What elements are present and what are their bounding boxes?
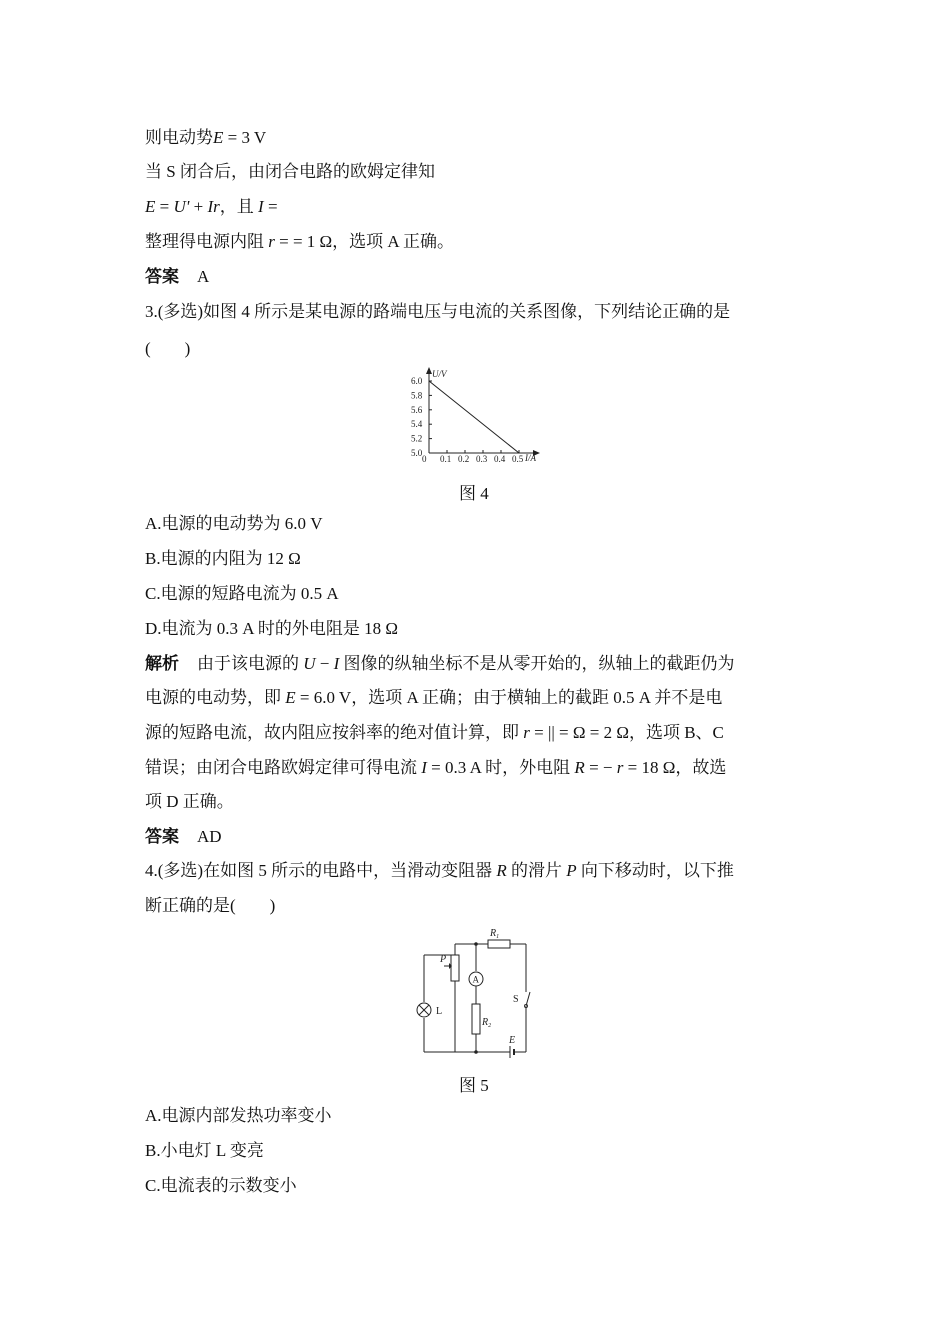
- q3-paren: ( ): [145, 339, 191, 358]
- q4-stem-line-1: 4.(多选)在如图 5 所示的电路中，当滑动变阻器 R 的滑片 P 向下移动时，以下推: [145, 861, 734, 880]
- q3-analysis-line-2: 电源的电动势，即 E = 6.0 V，选项 A 正确；由于横轴上的截距 0.5 A 并不是电: [145, 688, 723, 707]
- x-tick-label: 0.5: [512, 454, 524, 464]
- svg-text:A: A: [472, 974, 479, 985]
- y-tick-label: 5.0: [411, 448, 423, 458]
- q4-option-a: A.电源内部发热功率变小: [145, 1106, 332, 1125]
- q3-analysis-line-4: 错误；由闭合电路欧姆定律可得电流 I = 0.3 A 时，外电阻 R = − r = 18 Ω，故选: [145, 758, 727, 777]
- q4-option-b: B.小电灯 L 变亮: [145, 1141, 264, 1160]
- solution-line-3: E = U' + Ir，且 I =: [145, 197, 278, 216]
- q3-answer-line: [145, 826, 222, 848]
- svg-text:R2: $R_2$: [482, 1017, 492, 1029]
- answer-line-prev: [145, 266, 209, 288]
- figure-5-caption: 图 5: [459, 1076, 489, 1095]
- x-tick-label: 0.2: [458, 454, 470, 464]
- q4-option-c: C.电流表的示数变小: [145, 1176, 297, 1195]
- y-tick-label: 6.0: [411, 376, 423, 386]
- analysis-label: 解析: [145, 654, 179, 673]
- y-tick-label: 5.2: [411, 433, 423, 444]
- q3-option-c: C.电源的短路电流为 0.5 A: [145, 584, 339, 603]
- svg-text:P: P: [440, 954, 447, 965]
- x-ticks: [440, 450, 524, 464]
- x-axis-label: I/A: [525, 453, 536, 463]
- q3-stem: 3.(多选)如图 4 所示是某电源的路端电压与电流的关系图像，下列结论正确的是: [145, 302, 731, 321]
- x-tick-label: 0.3: [476, 454, 488, 464]
- svg-text:R1: $R_1$: [490, 928, 500, 940]
- svg-text:E: E: [509, 1035, 516, 1046]
- q3-option-d: D.电流为 0.3 A 时的外电阻是 18 Ω: [145, 619, 398, 638]
- rheostat-r: [451, 955, 459, 981]
- resistor-r1: [488, 940, 510, 948]
- x-tick-label: 0.1: [440, 454, 452, 464]
- answer-value: AD: [197, 827, 222, 846]
- q3-analysis-line-1: 解析 由于该电源的 U − I 图像的纵轴坐标不是从零开始的，纵轴上的截距仍为: [145, 654, 735, 673]
- answer-label: 答案: [145, 827, 179, 846]
- q3-option-a: A.电源的电动势为 6.0 V: [145, 514, 323, 533]
- q3-analysis-line-5: 项 D 正确。: [145, 792, 234, 811]
- answer-value: A: [197, 267, 210, 286]
- x-tick-label: 0.4: [494, 454, 506, 464]
- svg-text:L: L: [436, 1006, 443, 1017]
- switch-s: [526, 992, 530, 1006]
- y-axis-label: U/V: [432, 369, 447, 379]
- figure-4-caption: 图 4: [459, 484, 489, 503]
- y-tick-label: 5.8: [411, 390, 423, 401]
- q3-analysis-line-3: 源的短路电流，故内阻应按斜率的绝对值计算，即 r = || = Ω = 2 Ω，选项 B、C: [145, 723, 724, 742]
- solution-line-1: 则电动势E = 3 V: [145, 128, 267, 147]
- series-line: [429, 381, 519, 453]
- solution-line-4: 整理得电源内阻 r = = 1 Ω，选项 A 正确。: [145, 232, 455, 251]
- resistor-r2: [472, 1004, 480, 1034]
- figure-4-chart: [405, 365, 545, 465]
- origin-label: 0: [422, 454, 427, 464]
- svg-text:S: S: [513, 994, 519, 1005]
- solution-line-2: 当 S 闭合后，由闭合电路的欧姆定律知: [145, 162, 435, 181]
- figure-5-circuit: [410, 922, 550, 1062]
- q3-option-b: B.电源的内阻为 12 Ω: [145, 549, 301, 568]
- q4-stem-line-2: 断正确的是( ): [145, 896, 276, 915]
- answer-label: 答案: [145, 267, 179, 286]
- y-tick-label: 5.4: [411, 419, 423, 430]
- y-tick-label: 5.6: [411, 404, 423, 415]
